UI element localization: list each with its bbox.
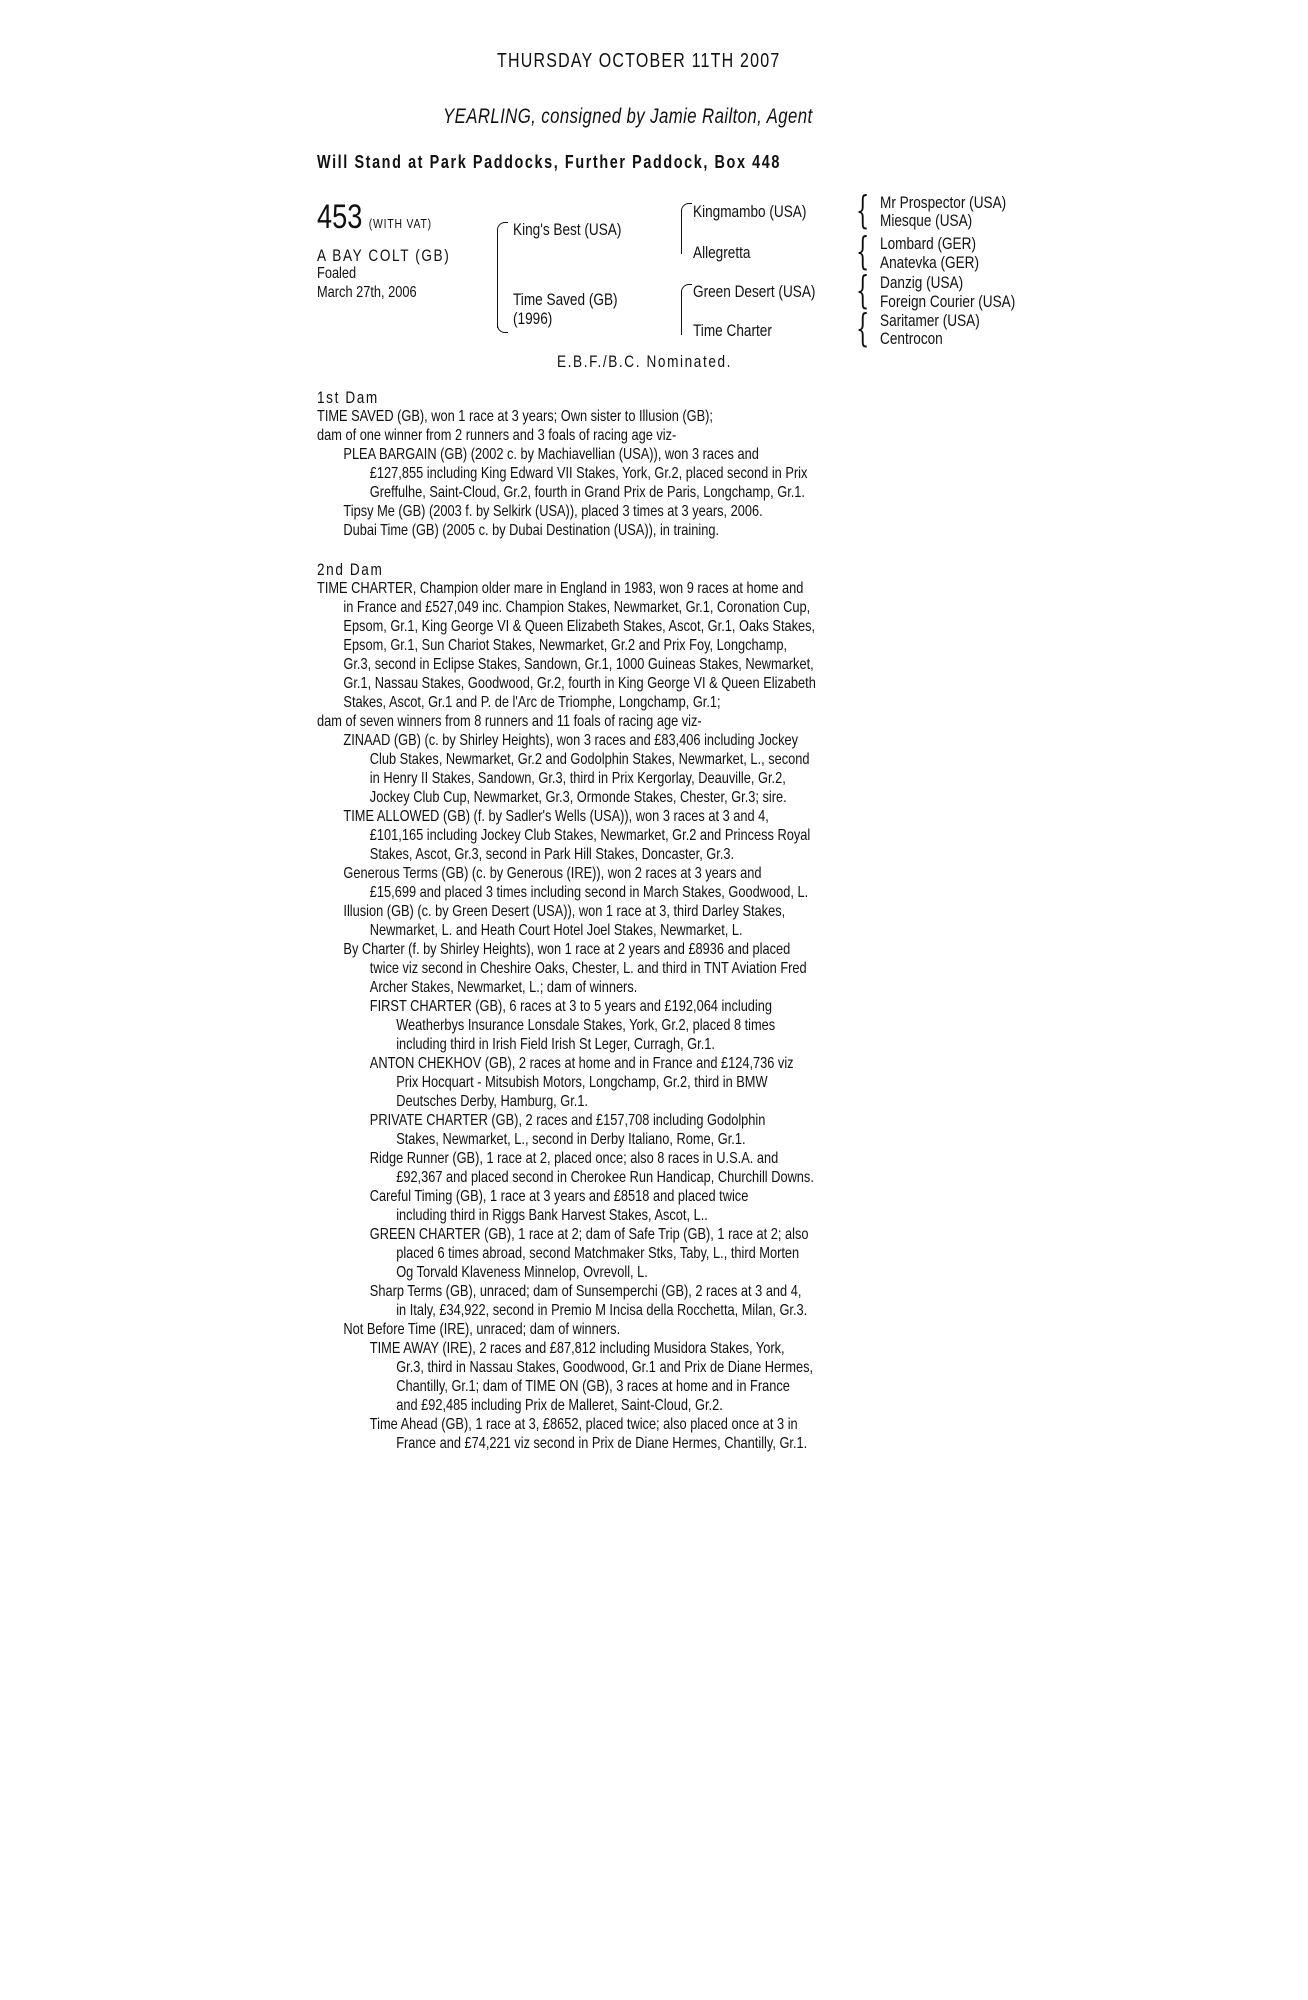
second-dam-line: ZINAAD (GB) (c. by Shirley Heights), won 3 races and £83,406 including Jockey <box>343 732 798 749</box>
second-dam-line: Time Ahead (GB), 1 race at 3, £8652, placed twice; also placed once at 3 in <box>369 1416 798 1433</box>
second-dam-line: Archer Stakes, Newmarket, L.; dam of winners. <box>369 979 638 996</box>
first-dam-line: TIME SAVED (GB), won 1 race at 3 years; Own sister to Illusion (GB); <box>317 408 713 425</box>
second-dam-line: in France and £527,049 inc. Champion Stakes, Newmarket, Gr.1, Coronation Cup, <box>343 599 811 616</box>
second-dam-line: Jockey Club Cup, Newmarket, Gr.3, Ormonde Stakes, Chester, Gr.3; sire. <box>369 789 787 806</box>
pedigree-g3-4: Anatevka (GER) <box>880 253 980 272</box>
consignor-line: YEARLING, consigned by Jamie Railton, Agent <box>443 105 813 128</box>
second-dam-line: Chantilly, Gr.1; dam of TIME ON (GB), 3 races at home and in France <box>396 1378 790 1395</box>
pedigree-g3-2: Miesque (USA) <box>880 211 973 230</box>
second-dam-line: Illusion (GB) (c. by Green Desert (USA)), won 1 race at 3, third Darley Stakes, <box>343 903 786 920</box>
first-dam-line: Tipsy Me (GB) (2003 f. by Selkirk (USA)), placed 3 times at 3 years, 2006. <box>343 503 763 520</box>
vat-note: (WITH VAT) <box>368 216 432 231</box>
first-dam-heading: 1st Dam <box>317 388 379 407</box>
pedigree-brace-dam-parents <box>681 284 692 335</box>
pedigree-g3-6: Foreign Courier (USA) <box>880 292 1016 311</box>
second-dam-line: Generous Terms (GB) (c. by Generous (IRE)), won 2 races at 3 years and <box>343 865 762 882</box>
pedigree-curly-3: { <box>856 268 870 312</box>
second-dam-line: TIME AWAY (IRE), 2 races and £87,812 including Musidora Stakes, York, <box>369 1340 785 1357</box>
foaled-info <box>317 264 417 302</box>
second-dam-line: Newmarket, L. and Heath Court Hotel Joel Stakes, Newmarket, L. <box>369 922 743 939</box>
second-dam-line: in Henry II Stakes, Sandown, Gr.3, third in Prix Kergorlay, Deauville, Gr.2, <box>369 770 786 787</box>
second-dam-line: £101,165 including Jockey Club Stakes, Newmarket, Gr.2 and Princess Royal <box>369 827 811 844</box>
second-dam-line: Ridge Runner (GB), 1 race at 2, placed once; also 8 races in U.S.A. and <box>369 1150 779 1167</box>
second-dam-line: Careful Timing (GB), 1 race at 3 years and £8518 and placed twice <box>369 1188 749 1205</box>
lot-description: A BAY COLT (GB) <box>317 246 451 265</box>
second-dam-line: Not Before Time (IRE), unraced; dam of winners. <box>343 1321 621 1338</box>
first-dam-line: PLEA BARGAIN (GB) (2002 c. by Machiavellian (USA)), won 3 races and <box>343 446 759 463</box>
second-dam-section <box>317 560 991 1453</box>
second-dam-line: dam of seven winners from 8 runners and 11 foals of racing age viz- <box>317 713 702 730</box>
pedigree-g3-1: Mr Prospector (USA) <box>880 193 1007 212</box>
second-dam-line: placed 6 times abroad, second Matchmaker Stks, Taby, L., third Morten <box>396 1245 800 1262</box>
second-dam-line: Club Stakes, Newmarket, Gr.2 and Godolphin Stakes, Newmarket, L., second <box>369 751 810 768</box>
second-dam-line: By Charter (f. by Shirley Heights), won 1 race at 2 years and £8936 and placed <box>343 941 791 958</box>
second-dam-line: TIME ALLOWED (GB) (f. by Sadler's Wells (USA)), won 3 races at 3 and 4, <box>343 808 769 825</box>
first-dam-line: £127,855 including King Edward VII Stakes, York, Gr.2, placed second in Prix <box>369 465 808 482</box>
second-dam-line: Epsom, Gr.1, Sun Chariot Stakes, Newmarket, Gr.2 and Prix Foy, Longchamp, <box>343 637 788 654</box>
pedigree-curly-1: { <box>856 188 870 232</box>
second-dam-line: in Italy, £34,922, second in Premio M Incisa della Rocchetta, Milan, Gr.3. <box>396 1302 808 1319</box>
stand-location: Will Stand at Park Paddocks, Further Paddock, Box 448 <box>317 152 781 172</box>
second-dam-line: Gr.1, Nassau Stakes, Goodwood, Gr.2, fourth in King George VI & Queen Elizabeth <box>343 675 816 692</box>
second-dam-line: Stakes, Newmarket, L., second in Derby Italiano, Rome, Gr.1. <box>396 1131 746 1148</box>
foaled-date: March 27th, 2006 <box>317 284 417 301</box>
second-dam-line: ANTON CHEKHOV (GB), 2 races at home and in France and £124,736 viz <box>369 1055 794 1072</box>
lot-number-value: 453 <box>317 198 363 236</box>
pedigree-sire-sire: Kingmambo (USA) <box>693 202 807 221</box>
second-dam-line: £15,699 and placed 3 times including second in March Stakes, Goodwood, L. <box>369 884 809 901</box>
second-dam-line: Epsom, Gr.1, King George VI & Queen Elizabeth Stakes, Ascot, Gr.1, Oaks Stakes, <box>343 618 816 635</box>
second-dam-line: Deutsches Derby, Hamburg, Gr.1. <box>396 1093 589 1110</box>
second-dam-line: Og Torvald Klaveness Minnelop, Ovrevoll, L. <box>396 1264 648 1281</box>
second-dam-line: TIME CHARTER, Champion older mare in England in 1983, won 9 races at home and <box>317 580 804 597</box>
second-dam-line: and £92,485 including Prix de Malleret, Saint-Cloud, Gr.2. <box>396 1397 723 1414</box>
pedigree-dam-year: (1996) <box>513 309 553 328</box>
second-dam-line: twice viz second in Cheshire Oaks, Chester, L. and third in TNT Aviation Fred <box>369 960 807 977</box>
second-dam-line: Sharp Terms (GB), unraced; dam of Sunsemperchi (GB), 2 races at 3 and 4, <box>369 1283 802 1300</box>
second-dam-line: GREEN CHARTER (GB), 1 race at 2; dam of Safe Trip (GB), 1 race at 2; also <box>369 1226 809 1243</box>
foaled-label: Foaled <box>317 265 357 282</box>
pedigree-brace-sire-parents <box>681 203 692 254</box>
second-dam-heading: 2nd Dam <box>317 560 384 579</box>
second-dam-line: Prix Hocquart - Mitsubish Motors, Longchamp, Gr.2, third in BMW <box>396 1074 768 1091</box>
second-dam-line: PRIVATE CHARTER (GB), 2 races and £157,708 including Godolphin <box>369 1112 766 1129</box>
pedigree-dam-sire: Green Desert (USA) <box>693 282 816 301</box>
first-dam-line: Greffulhe, Saint-Cloud, Gr.2, fourth in Grand Prix de Paris, Longchamp, Gr.1. <box>369 484 805 501</box>
pedigree-dam-dam: Time Charter <box>693 321 772 340</box>
first-dam-section <box>317 388 991 540</box>
second-dam-line: FIRST CHARTER (GB), 6 races at 3 to 5 years and £192,064 including <box>369 998 773 1015</box>
pedigree-g3-5: Danzig (USA) <box>880 273 964 292</box>
pedigree-g3-8: Centrocon <box>880 329 943 348</box>
second-dam-line: France and £74,221 viz second in Prix de Diane Hermes, Chantilly, Gr.1. <box>396 1435 808 1452</box>
pedigree-curly-2: { <box>856 229 870 273</box>
second-dam-line: including third in Riggs Bank Harvest Stakes, Ascot, L.. <box>396 1207 708 1224</box>
pedigree-sire: King's Best (USA) <box>513 220 622 239</box>
second-dam-line: Stakes, Ascot, Gr.3, second in Park Hill Stakes, Doncaster, Gr.3. <box>369 846 735 863</box>
second-dam-line: Gr.3, third in Nassau Stakes, Goodwood, Gr.1 and Prix de Diane Hermes, <box>396 1359 814 1376</box>
pedigree-sire-dam: Allegretta <box>693 243 751 262</box>
pedigree-g3-7: Saritamer (USA) <box>880 311 980 330</box>
pedigree-g3-3: Lombard (GER) <box>880 234 976 253</box>
pedigree-brace-dam-bottom <box>497 272 508 333</box>
second-dam-line: £92,367 and placed second in Cherokee Run Handicap, Churchill Downs. <box>396 1169 814 1186</box>
second-dam-line: Stakes, Ascot, Gr.1 and P. de l'Arc de Triomphe, Longchamp, Gr.1; <box>343 694 721 711</box>
first-dam-line: Dubai Time (GB) (2005 c. by Dubai Destination (USA)), in training. <box>343 522 720 539</box>
second-dam-line: Weatherbys Insurance Lonsdale Stakes, York, Gr.2, placed 8 times <box>396 1017 776 1034</box>
pedigree-dam: Time Saved (GB) <box>513 290 618 309</box>
sale-date: THURSDAY OCTOBER 11TH 2007 <box>497 50 781 72</box>
pedigree-curly-4: { <box>856 306 870 350</box>
lot-number <box>317 198 432 237</box>
first-dam-line: dam of one winner from 2 runners and 3 foals of racing age viz- <box>317 427 677 444</box>
nomination-note: E.B.F./B.C. Nominated. <box>557 352 733 371</box>
second-dam-line: Gr.3, second in Eclipse Stakes, Sandown, Gr.1, 1000 Guineas Stakes, Newmarket, <box>343 656 814 673</box>
second-dam-line: including third in Irish Field Irish St Leger, Curragh, Gr.1. <box>396 1036 715 1053</box>
